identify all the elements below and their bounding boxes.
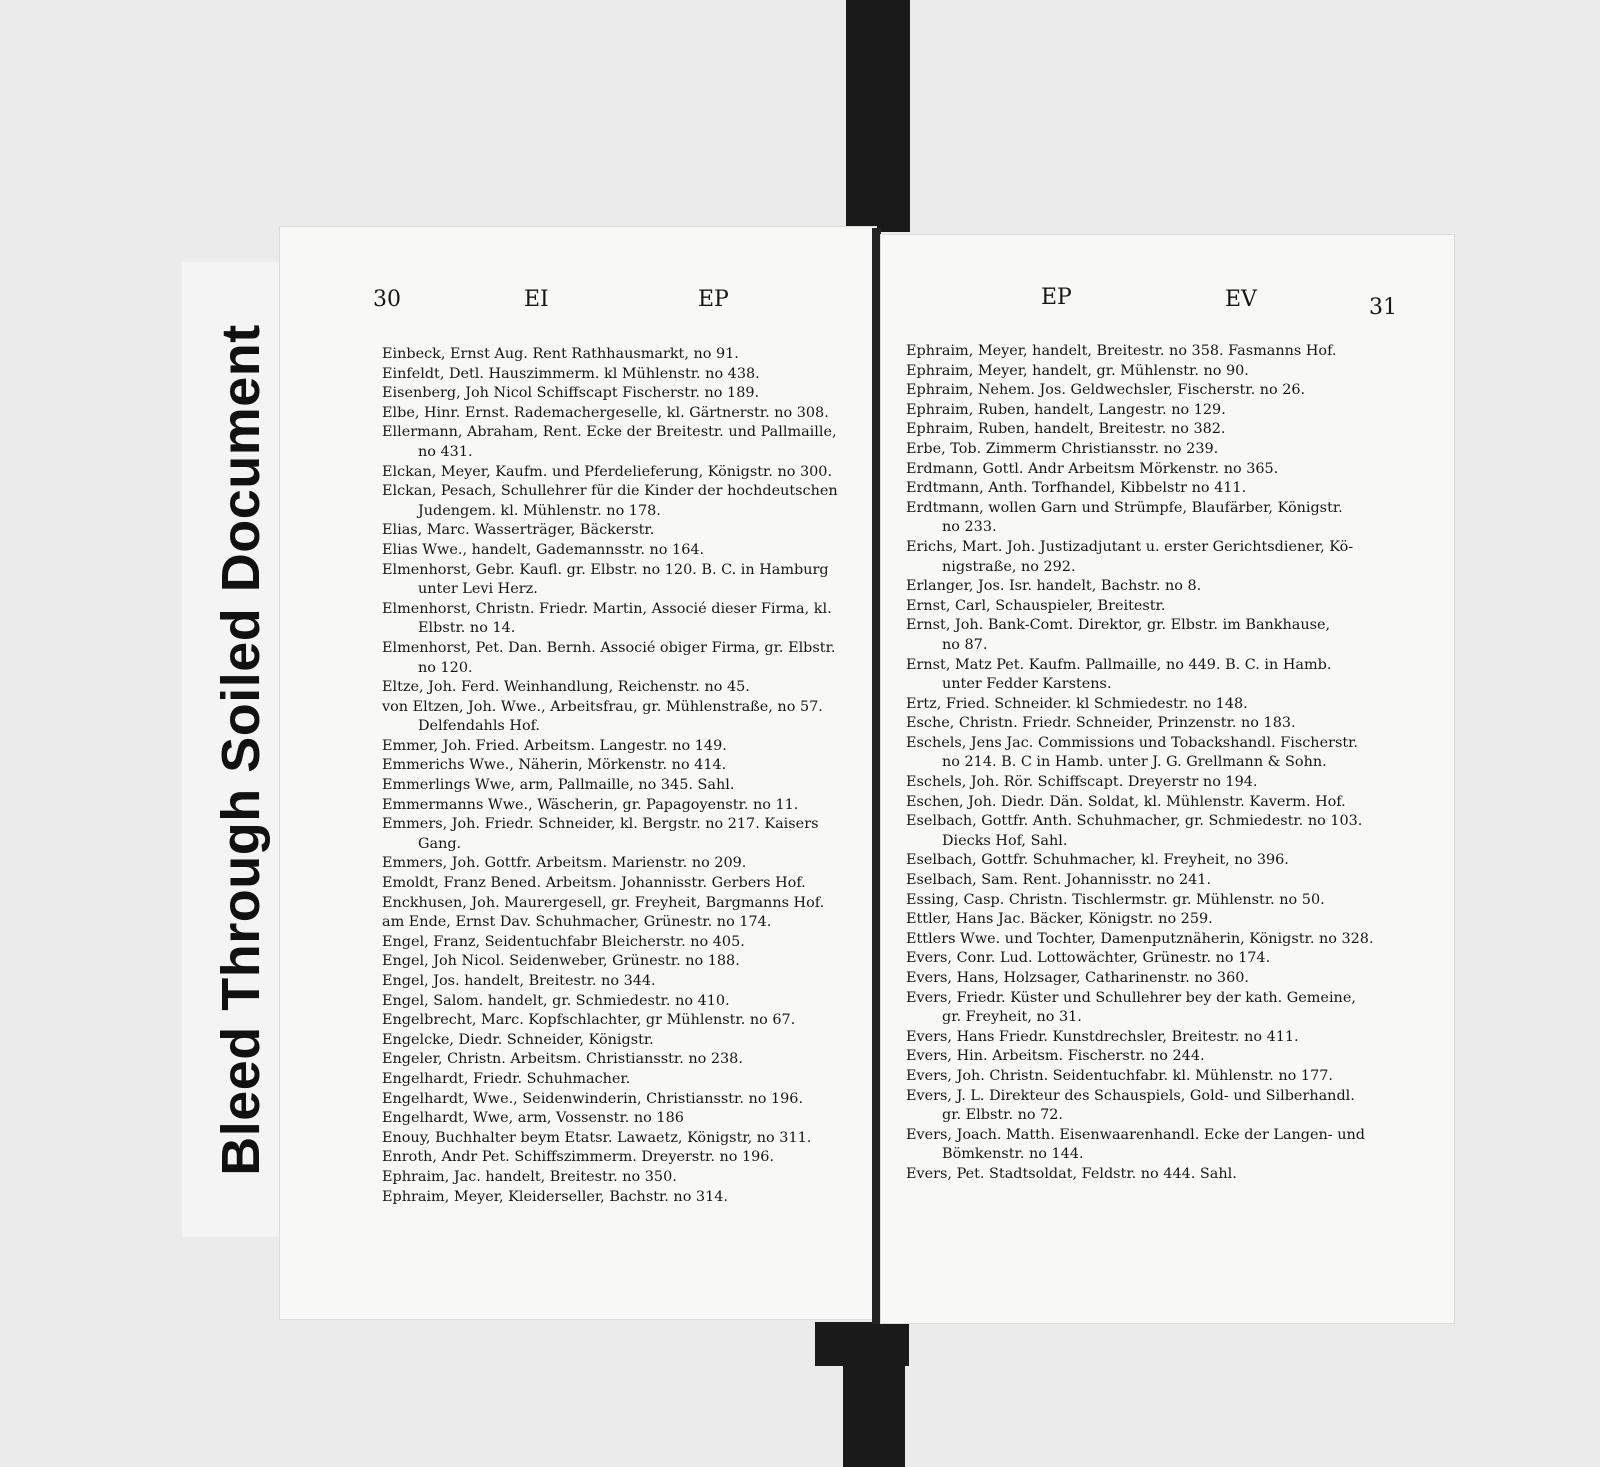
directory-entry: [906, 930, 1431, 950]
entry-text: Elckan, Meyer, Kaufm. und Pferdelieferung, Königstr. no 300.: [382, 463, 833, 480]
directory-entry: [906, 695, 1431, 715]
entry-text: Elckan, Pesach, Schullehrer für die Kinder der hochdeutschen: [382, 483, 838, 500]
entry-text: Eschels, Jens Jac. Commissions und Tobackshandl. Fischerstr.: [906, 734, 1359, 751]
entry-text: Engelcke, Diedr. Schneider, Königstr.: [382, 1031, 654, 1048]
entry-text: Elias Wwe., handelt, Gademannsstr. no 164.: [382, 541, 705, 558]
directory-entry: [906, 420, 1431, 440]
directory-entry: [382, 1011, 860, 1031]
left-page: [280, 227, 876, 1319]
entry-continuation: Delfendahls Hof.: [418, 718, 540, 735]
directory-entry: [906, 381, 1431, 401]
entry-text: Einfeldt, Detl. Hauszimmerm. kl Mühlenstr. no 438.: [382, 365, 760, 382]
entry-text: Eselbach, Gottfr. Anth. Schuhmacher, gr. Schmiedestr. no 103.: [906, 813, 1363, 830]
directory-entry: [382, 815, 860, 854]
entry-text: Engel, Salom. handelt, gr. Schmiedestr. no 410.: [382, 992, 730, 1009]
entry-continuation: no 233.: [942, 519, 997, 536]
directory-entry: [906, 734, 1431, 773]
entry-text: Emmerlings Wwe, arm, Pallmaille, no 345. Sahl.: [382, 777, 735, 794]
directory-entry: [382, 1031, 860, 1051]
entry-text: Ettlers Wwe. und Tochter, Damenputznäherin, Königstr. no 328.: [906, 930, 1374, 947]
entry-text: Erdtmann, wollen Garn und Strümpfe, Blaufärber, Königstr.: [906, 499, 1343, 516]
entry-text: Ephraim, Meyer, handelt, gr. Mühlenstr. no 90.: [906, 362, 1249, 379]
entry-continuation: nigstraße, no 292.: [942, 558, 1076, 575]
directory-entry: [382, 561, 860, 600]
directory-entry: [906, 1067, 1431, 1087]
directory-entry: [906, 949, 1431, 969]
binding-spine-bottom-stem: [843, 1360, 905, 1467]
entry-text: Erlanger, Jos. Isr. handelt, Bachstr. no 8.: [906, 578, 1202, 595]
entry-text: Erdmann, Gottl. Andr Arbeitsm Mörkenstr. no 365.: [906, 460, 1279, 477]
entry-text: Ertz, Fried. Schneider. kl Schmiedestr. no 148.: [906, 695, 1248, 712]
entry-text: Erdtmann, Anth. Torfhandel, Kibbelstr no 411.: [906, 480, 1247, 497]
directory-entry: [906, 362, 1431, 382]
right-header-left: EP: [1041, 285, 1072, 310]
left-header-right: EP: [698, 287, 729, 312]
right-entry-list: [906, 342, 1431, 1185]
entry-text: Evers, Joh. Christn. Seidentuchfabr. kl. Mühlenstr. no 177.: [906, 1067, 1333, 1084]
entry-text: Elmenhorst, Gebr. Kaufl. gr. Elbstr. no 120. B. C. in Hamburg: [382, 561, 829, 578]
directory-entry: [906, 989, 1431, 1028]
entry-continuation: Elbstr. no 14.: [418, 620, 516, 637]
entry-continuation: no 431.: [418, 443, 473, 460]
entry-text: Einbeck, Ernst Aug. Rent Rathhausmarkt, no 91.: [382, 346, 739, 362]
entry-text: Esche, Christn. Friedr. Schneider, Prinzenstr. no 183.: [906, 715, 1296, 732]
directory-entry: [382, 874, 860, 894]
directory-entry: [906, 851, 1431, 871]
directory-entry: [906, 401, 1431, 421]
entry-text: Engeler, Christn. Arbeitsm. Christiansstr. no 238.: [382, 1051, 743, 1068]
directory-entry: [382, 1090, 860, 1110]
entry-text: Ellermann, Abraham, Rent. Ecke der Breitestr. und Pallmaille,: [382, 424, 837, 441]
directory-entry: [906, 871, 1431, 891]
entry-text: Elias, Marc. Wasserträger, Bäckerstr.: [382, 522, 655, 539]
entry-text: von Eltzen, Joh. Wwe., Arbeitsfrau, gr. Mühlenstraße, no 57.: [382, 698, 823, 715]
directory-entry: [382, 1148, 860, 1168]
entry-text: Ettler, Hans Jac. Bäcker, Königstr. no 259.: [906, 911, 1213, 928]
directory-entry: [906, 1165, 1431, 1185]
directory-entry: [382, 992, 860, 1012]
binding-spine-top: [846, 0, 910, 232]
entry-text: Emmermanns Wwe., Wäscherin, gr. Papagoyenstr. no 11.: [382, 796, 799, 813]
entry-text: Evers, Pet. Stadtsoldat, Feldstr. no 444. Sahl.: [906, 1165, 1237, 1182]
entry-text: Engelhardt, Wwe., Seidenwinderin, Christiansstr. no 196.: [382, 1090, 804, 1107]
entry-text: Emmer, Joh. Fried. Arbeitsm. Langestr. no 149.: [382, 737, 727, 754]
entry-text: Ephraim, Nehem. Jos. Geldwechsler, Fischerstr. no 26.: [906, 382, 1306, 399]
entry-continuation: unter Fedder Karstens.: [942, 676, 1112, 693]
entry-text: Eltze, Joh. Ferd. Weinhandlung, Reichenstr. no 45.: [382, 679, 750, 696]
directory-entry: [906, 812, 1431, 851]
right-page-number: 31: [1369, 295, 1397, 320]
directory-entry: [382, 1188, 860, 1208]
entry-continuation: no 214. B. C in Hamb. unter J. G. Grellmann & Sohn.: [942, 754, 1327, 771]
directory-entry: [382, 600, 860, 639]
directory-entry: [906, 616, 1431, 655]
entry-text: Engel, Franz, Seidentuchfabr Bleicherstr. no 405.: [382, 933, 745, 950]
entry-text: am Ende, Ernst Dav. Schuhmacher, Grünestr. no 174.: [382, 914, 772, 931]
directory-entry: [382, 345, 860, 365]
entry-text: Emmers, Joh. Friedr. Schneider, kl. Bergstr. no 217. Kaisers: [382, 816, 819, 833]
entry-text: Elbe, Hinr. Ernst. Rademachergeselle, kl. Gärtnerstr. no 308.: [382, 404, 829, 421]
directory-entry: [382, 521, 860, 541]
entry-text: Ephraim, Meyer, handelt, Breitestr. no 358. Fasmanns Hof.: [906, 343, 1337, 359]
directory-entry: [382, 854, 860, 874]
directory-entry: [382, 463, 860, 483]
entry-continuation: Gang.: [418, 835, 462, 852]
entry-text: Ephraim, Ruben, handelt, Langestr. no 129.: [906, 401, 1226, 418]
right-page: [881, 235, 1454, 1323]
directory-entry: [382, 1109, 860, 1129]
left-entry-list: [382, 345, 860, 1207]
entry-text: Engelhardt, Friedr. Schuhmacher.: [382, 1070, 631, 1087]
directory-entry: [382, 423, 860, 462]
entry-continuation: no 120.: [418, 659, 473, 676]
directory-entry: [382, 384, 860, 404]
entry-continuation: Judengem. kl. Mühlenstr. no 178.: [418, 502, 661, 519]
entry-continuation: gr. Freyheit, no 31.: [942, 1009, 1082, 1026]
entry-text: Eselbach, Gottfr. Schuhmacher, kl. Freyheit, no 396.: [906, 852, 1289, 869]
directory-entry: [382, 365, 860, 385]
directory-entry: [906, 577, 1431, 597]
directory-entry: [382, 404, 860, 424]
directory-entry: [906, 1126, 1431, 1165]
directory-entry: [906, 910, 1431, 930]
directory-entry: [382, 678, 860, 698]
entry-text: Ernst, Joh. Bank-Comt. Direktor, gr. Elbstr. im Bankhause,: [906, 617, 1331, 634]
entry-text: Evers, J. L. Direkteur des Schauspiels, Gold- und Silberhandl.: [906, 1087, 1355, 1104]
entry-text: Elmenhorst, Christn. Friedr. Martin, Associé dieser Firma, kl.: [382, 600, 832, 617]
left-page-number: 30: [373, 287, 401, 312]
directory-entry: [906, 597, 1431, 617]
side-label-text: Bleed Through Soiled Document: [211, 323, 271, 1176]
directory-entry: [382, 698, 860, 737]
entry-text: Ephraim, Meyer, Kleiderseller, Bachstr. no 314.: [382, 1188, 728, 1205]
directory-entry: [906, 499, 1431, 538]
entry-continuation: Bömkenstr. no 144.: [942, 1146, 1084, 1163]
directory-entry: [906, 969, 1431, 989]
directory-entry: [382, 913, 860, 933]
directory-entry: [382, 1050, 860, 1070]
directory-entry: [906, 1047, 1431, 1067]
entry-text: Emmers, Joh. Gottfr. Arbeitsm. Marienstr. no 209.: [382, 855, 747, 872]
entry-text: Eschen, Joh. Diedr. Dän. Soldat, kl. Mühlenstr. Kaverm. Hof.: [906, 793, 1346, 810]
entry-continuation: unter Levi Herz.: [418, 581, 538, 598]
directory-entry: [382, 639, 860, 678]
entry-text: Engel, Joh Nicol. Seidenweber, Grünestr. no 188.: [382, 953, 740, 970]
entry-text: Eschels, Joh. Rör. Schiffscapt. Dreyerstr no 194.: [906, 774, 1258, 791]
directory-entry: [382, 756, 860, 776]
directory-entry: [382, 1070, 860, 1090]
directory-entry: [382, 541, 860, 561]
entry-text: Emoldt, Franz Bened. Arbeitsm. Johannisstr. Gerbers Hof.: [382, 875, 806, 892]
entry-text: Engelhardt, Wwe, arm, Vossenstr. no 186: [382, 1110, 684, 1127]
entry-text: Essing, Casp. Christn. Tischlermstr. gr. Mühlenstr. no 50.: [906, 891, 1325, 908]
entry-text: Eisenberg, Joh Nicol Schiffscapt Fischerstr. no 189.: [382, 385, 760, 402]
entry-text: Evers, Friedr. Küster und Schullehrer bey der kath. Gemeine,: [906, 989, 1356, 1006]
entry-text: Enckhusen, Joh. Maurergesell, gr. Freyheit, Bargmanns Hof.: [382, 894, 825, 911]
left-header-left: EI: [524, 287, 549, 312]
directory-entry: [382, 796, 860, 816]
directory-entry: [906, 656, 1431, 695]
entry-text: Ephraim, Jac. handelt, Breitestr. no 350.: [382, 1168, 677, 1185]
directory-entry: [382, 1168, 860, 1188]
entry-text: Evers, Hin. Arbeitsm. Fischerstr. no 244.: [906, 1048, 1205, 1065]
entry-text: Evers, Conr. Lud. Lottowächter, Grünestr. no 174.: [906, 950, 1271, 967]
entry-text: Elmenhorst, Pet. Dan. Bernh. Associé obiger Firma, gr. Elbstr.: [382, 639, 836, 656]
entry-text: Ephraim, Ruben, handelt, Breitestr. no 382.: [906, 421, 1226, 438]
directory-entry: [382, 952, 860, 972]
entry-text: Evers, Joach. Matth. Eisenwaarenhandl. Ecke der Langen- und: [906, 1126, 1365, 1143]
directory-entry: [906, 460, 1431, 480]
directory-entry: [382, 894, 860, 914]
entry-text: Evers, Hans Friedr. Kunstdrechsler, Breitestr. no 411.: [906, 1028, 1299, 1045]
directory-entry: [906, 1087, 1431, 1126]
directory-entry: [382, 737, 860, 757]
right-header-right: EV: [1225, 287, 1257, 312]
directory-entry: [382, 933, 860, 953]
directory-entry: [906, 773, 1431, 793]
entry-text: Engelbrecht, Marc. Kopfschlachter, gr Mühlenstr. no 67.: [382, 1012, 796, 1029]
entry-continuation: no 87.: [942, 636, 988, 653]
directory-entry: [382, 482, 860, 521]
entry-text: Eselbach, Sam. Rent. Johannisstr. no 241.: [906, 872, 1212, 889]
directory-entry: [382, 1129, 860, 1149]
directory-entry: [906, 342, 1431, 362]
page-gutter: [872, 228, 881, 1324]
entry-text: Enouy, Buchhalter beym Etatsr. Lawaetz, Königstr, no 311.: [382, 1129, 812, 1146]
entry-text: Erbe, Tob. Zimmerm Christiansstr. no 239.: [906, 440, 1219, 457]
entry-text: Ernst, Matz Pet. Kaufm. Pallmaille, no 449. B. C. in Hamb.: [906, 656, 1332, 673]
directory-entry: [906, 538, 1431, 577]
directory-entry: [906, 1028, 1431, 1048]
directory-entry: [906, 440, 1431, 460]
directory-entry: [382, 776, 860, 796]
entry-text: Emmerichs Wwe., Näherin, Mörkenstr. no 414.: [382, 757, 727, 774]
directory-entry: [906, 479, 1431, 499]
directory-entry: [906, 793, 1431, 813]
entry-continuation: Diecks Hof, Sahl.: [942, 832, 1068, 849]
entry-text: Evers, Hans, Holzsager, Catharinenstr. no 360.: [906, 970, 1249, 986]
entry-text: Engel, Jos. handelt, Breitestr. no 344.: [382, 973, 656, 989]
entry-continuation: gr. Elbstr. no 72.: [942, 1107, 1063, 1124]
directory-entry: [382, 972, 860, 992]
entry-text: Enroth, Andr Pet. Schiffszimmerm. Dreyerstr. no 196.: [382, 1149, 775, 1166]
entry-text: Erichs, Mart. Joh. Justizadjutant u. erster Gerichtsdiener, Kö-: [906, 538, 1354, 555]
directory-entry: [906, 891, 1431, 911]
directory-entry: [906, 714, 1431, 734]
entry-text: Ernst, Carl, Schauspieler, Breitestr.: [906, 597, 1166, 614]
